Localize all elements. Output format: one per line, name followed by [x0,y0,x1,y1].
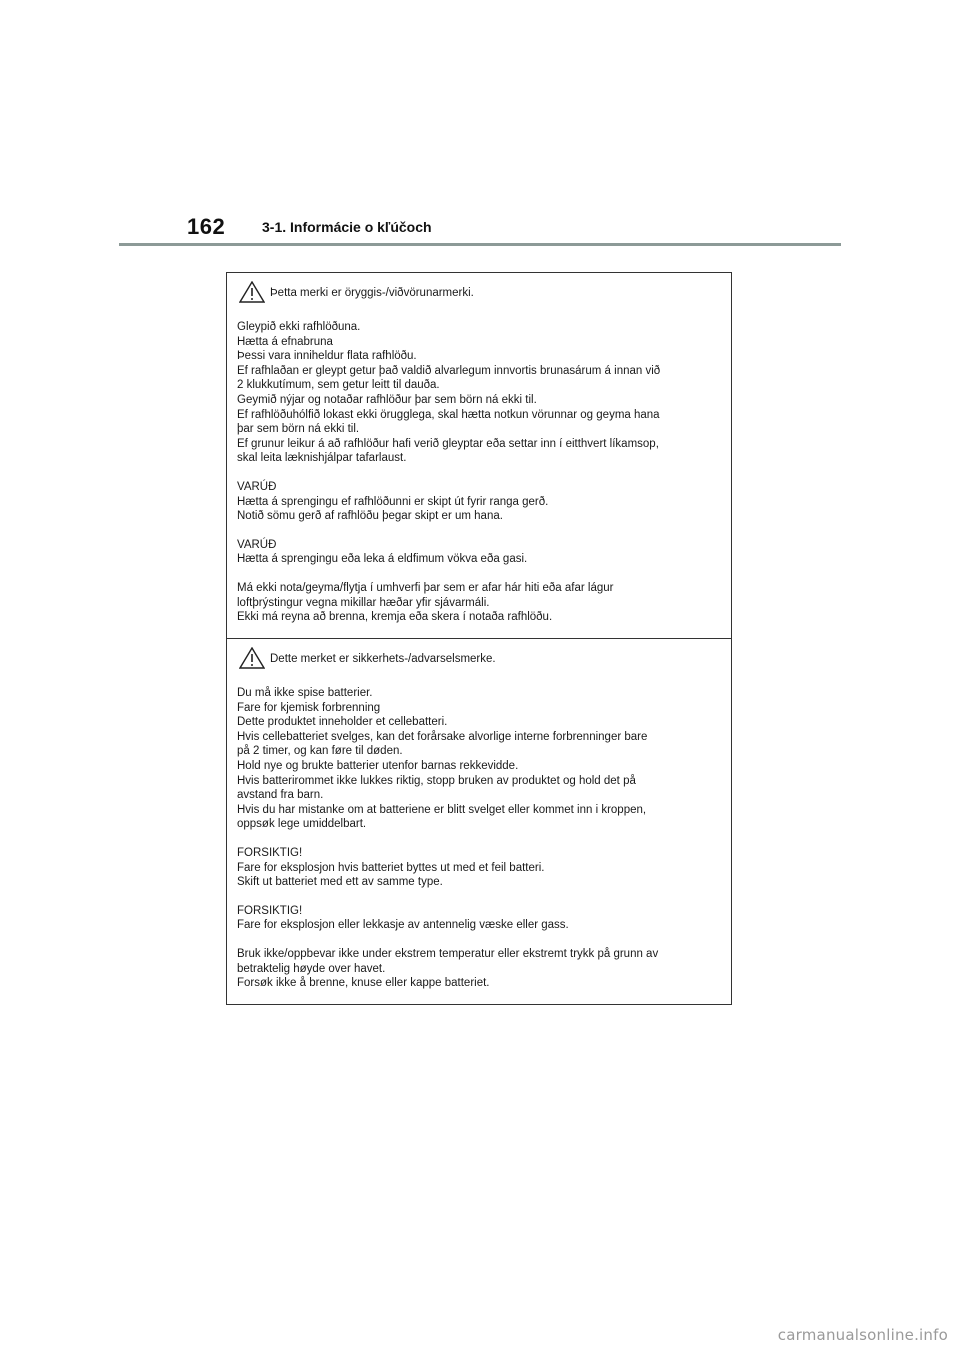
warning-paragraph: Du må ikke spise batterier. Fare for kjemisk forbrenning Dette produktet inneholder et cellebatteri. Hvis cellebatteriet svelges, kan det forårsake alvorlige interne forbrenninger bare på 2 timer, og kan føre til døden. Hold nye og brukte batterier utenfor barnas rekkevidde. Hvis batterirommet ikke lukkes riktig, stopp bruken av produktet og hold det på avstand fra barn. Hvis du har mistanke om at batteriene er blitt svelget eller kommet inn i kroppen, oppsøk lege umiddelbart. [237,687,648,831]
header-divider [119,243,841,246]
warning-paragraph: Bruk ikke/oppbevar ikke under ekstrem temperatur eller ekstremt trykk på grunn av betraktelig høyde over havet. Forsøk ikke å brenne, knuse eller kappe batteriet. [237,947,659,990]
warning-paragraph: FORSIKTIG! Fare for eksplosjon hvis batteriet byttes ut med et feil batteri. Skift ut batteriet med ett av samme type. [237,846,545,889]
warning-section-norwegian [227,638,731,1004]
warning-paragraph: Gleypið ekki rafhlöðuna. Hætta á efnabruna Þessi vara inniheldur flata rafhlöðu. Ef rafhlaðan er gleypt getur það valdið alvarlegum innvortis brunasárum á innan við 2 klukkutímum, sem getur leitt til dauða. Geymið nýjar og notaðar rafhlöður þar sem börn ná ekki til. Ef rafhlöðuhólfið lokast ekki örugglega, skal hætta notkun vörunnar og geyma hana þar sem börn ná ekki til. Ef grunur leikur á að rafhlöður hafi verið gleyptar eða settar inn í eitthvert líkamsop, skal leita læknishjálpar tafarlaust. [237,321,661,465]
warning-paragraph: VARÚÐ Hætta á sprengingu ef rafhlöðunni er skipt út fyrir ranga gerð. Notið sömu gerð af rafhlöðu þegar skipt er um hana. [237,480,549,523]
warning-paragraph: FORSIKTIG! Fare for eksplosjon eller lekkasje av antennelig væske eller gass. [237,904,569,932]
warning-triangle-icon [239,281,265,303]
watermark-logo: carmanualsonline.info [777,1326,948,1344]
safety-symbol-line [237,647,721,673]
warning-paragraph: Má ekki nota/geyma/flytja í umhverfi þar sem er afar hár hiti eða afar lágur loftþrýstingur vegna mikillar hæðar yfir sjávarmáli. Ekki má reyna að brenna, kremja eða skera í notaða rafhlöðu. [237,581,614,624]
warning-paragraph: VARÚÐ Hætta á sprengingu eða leka á eldfimum vökva eða gasi. [237,538,528,566]
page-header [0,0,960,250]
warning-box [226,272,732,1005]
safety-symbol-text: Þetta merki er öryggis-/viðvörunarmerki. [270,287,474,299]
safety-symbol-line [237,281,721,307]
section-title: 3-1. Informácie o kľúčoch [262,219,432,235]
warning-section-icelandic [227,273,731,637]
warning-triangle-icon [239,647,265,669]
page-number: 162 [187,214,226,239]
safety-symbol-text: Dette merket er sikkerhets-/advarselsmerke. [270,653,496,665]
